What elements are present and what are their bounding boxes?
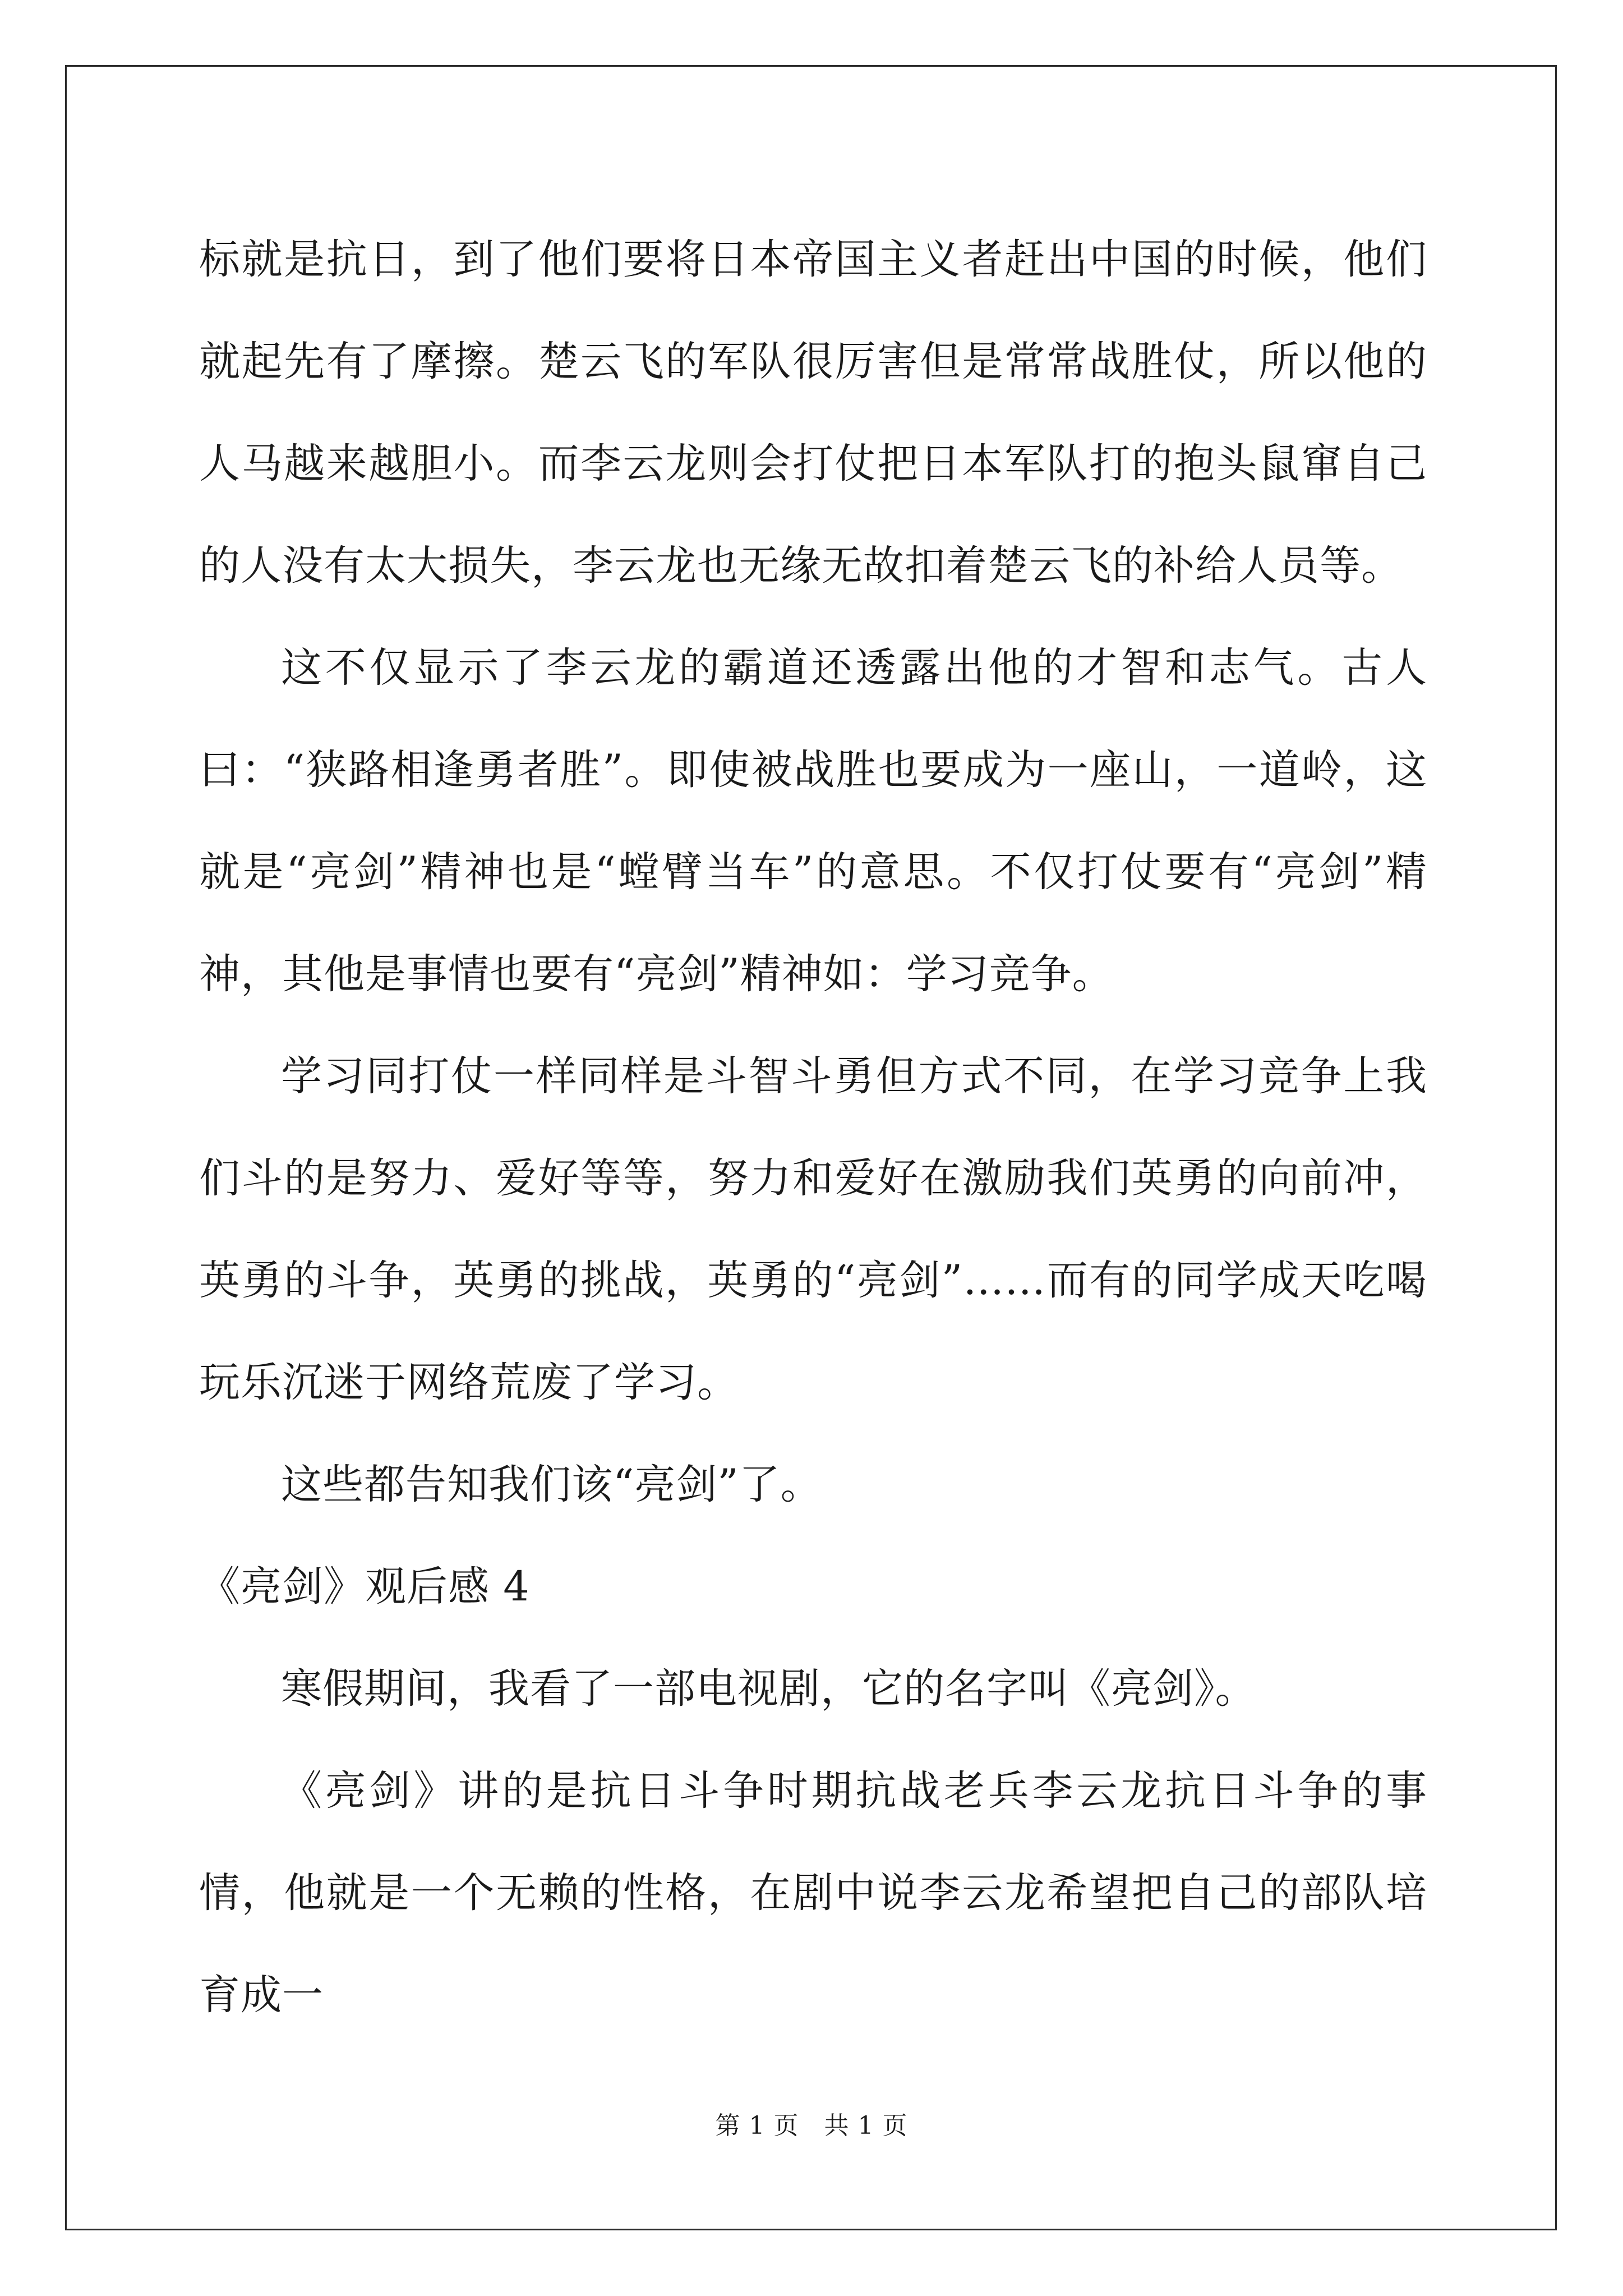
page-number-footer: 第 1 页 共 1 页: [715, 2111, 908, 2140]
paragraph-3: 学习同打仗一样同样是斗智斗勇但方式不同，在学习竞争上我们斗的是努力、爱好等等，努力和爱好在激励我们英勇的向前冲，英勇的斗争，英勇的挑战，英勇的“亮剑”……而有的同学成天吃喝玩乐沉迷于网络荒废了学习。: [199, 1052, 1427, 1406]
paragraph-2: 这不仅显示了李云龙的霸道还透露出他的才智和志气。古人曰：“狭路相逢勇者胜”。即使被战胜也要成为一座山，一道岭，这就是“亮剑”精神也是“螳臂当车”的意思。不仅打仗要有“亮剑”精神，其他是事情也要有“亮剑”精神如：学习竞争。: [199, 644, 1427, 998]
document-body: [199, 209, 1427, 2046]
paragraph-1: 标就是抗日，到了他们要将日本帝国主义者赶出中国的时候，他们就起先有了摩擦。楚云飞的军队很厉害但是常常战胜仗，所以他的人马越来越胆小。而李云龙则会打仗把日本军队打的抱头鼠窜自己的人没有太大损失，李云龙也无缘无故扣着楚云飞的补给人员等。: [199, 236, 1427, 590]
paragraph-5: 寒假期间，我看了一部电视剧，它的名字叫《亮剑》。: [281, 1665, 1257, 1713]
section-heading: 《亮剑》观后感 4: [199, 1563, 530, 1611]
paragraph-6: 《亮剑》讲的是抗日斗争时期抗战老兵李云龙抗日斗争的事情，他就是一个无赖的性格，在剧中说李云龙希望把自己的部队培育成一: [199, 1767, 1427, 2019]
paragraph-4: 这些都告知我们该“亮剑”了。: [281, 1461, 822, 1508]
